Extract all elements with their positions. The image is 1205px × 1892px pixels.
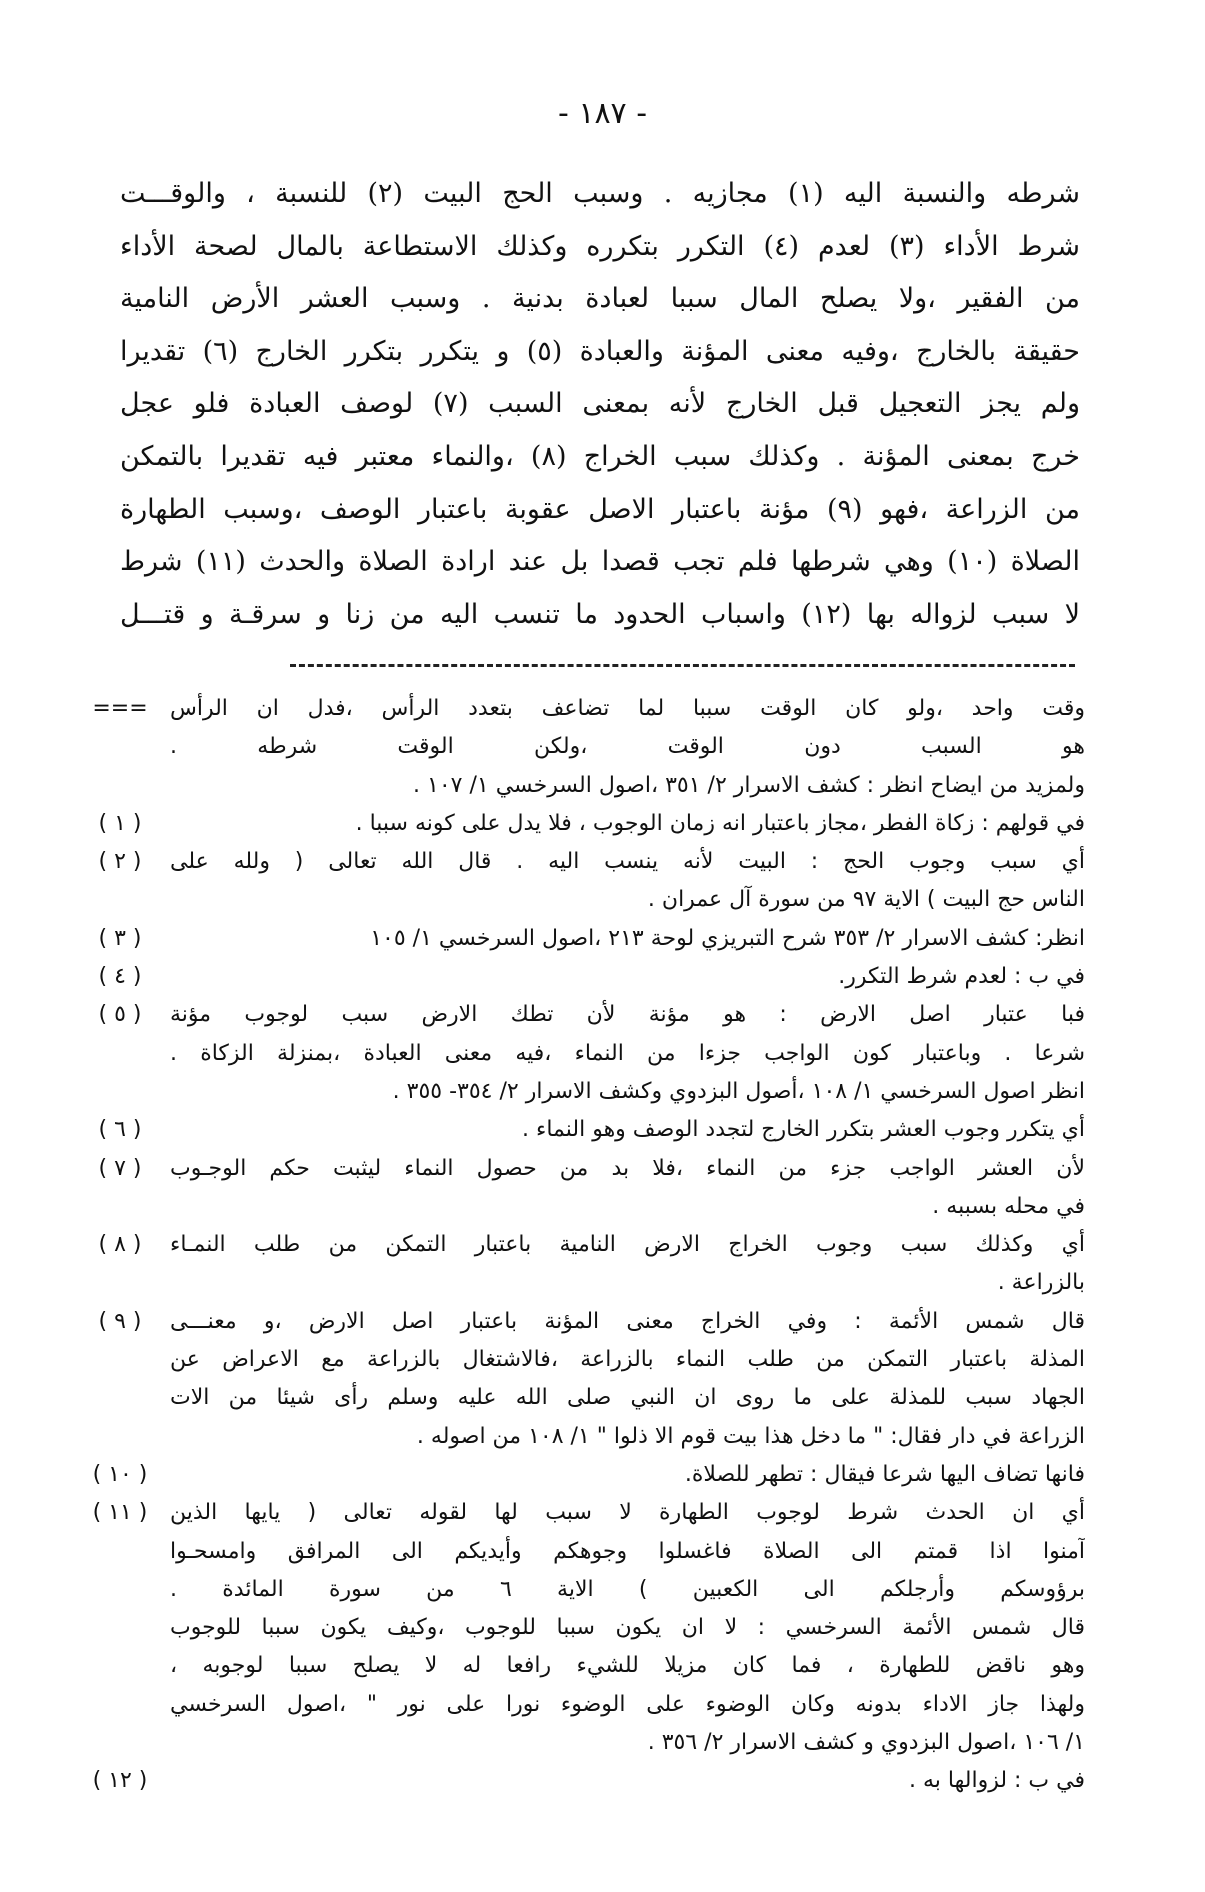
footnote-number: ( ١١ ) [92, 1500, 148, 1526]
footnote-line: ولمزيد من ايضاح انظر : كشف الاسرار ٢/ ٣٥١ ،اصول السرخسي ١/ ١٠٧ . [413, 772, 1085, 798]
footnote-line: الناس حج البيت ) الاية ٩٧ من سورة آل عمران . [647, 887, 1085, 913]
footnote-number: ( ٦ ) [98, 1117, 142, 1143]
footnote [70, 1303, 1085, 1456]
footnote-line: قال شمس الأئمة السرخسي : لا ان يكون سببا للوجوب ،وكيف يكون سببا للوجوب [170, 1615, 1085, 1641]
footnote-line: آمنوا اذا قمتم الى الصلاة فاغسلوا وجوهكم وأيديكم الى المرافق وامسحـوا [170, 1538, 1085, 1564]
footnote-line: ولهذا جاز الاداء بدونه وكان الوضوء على الوضوء نورا على نور " ،اصول السرخسي [170, 1691, 1085, 1717]
footnote-number: ( ٣ ) [98, 925, 142, 951]
footnote-line: الزراعة في دار فقال: " ما دخل هذا بيت قوم الا ذلوا " ١/ ١٠٨ من اصوله . [416, 1423, 1085, 1449]
footnote [70, 996, 1085, 1111]
footnote-line: في محله بسببه . [932, 1193, 1085, 1219]
footnote-number: ( ١٢ ) [92, 1768, 148, 1794]
footnote-line: الجهاد سبب للمذلة على ما روى ان النبي صلى الله عليه وسلم رأى شيئا من الات [170, 1385, 1085, 1411]
footnote-line: برؤوسكم وأرجلكم الى الكعبين ) الاية ٦ من سورة المائدة . [170, 1576, 1085, 1602]
footnote [70, 1456, 1085, 1494]
footnote-line: أي سبب وجوب الحج : البيت لأنه ينسب اليه . قال الله تعالى ( ولله على [170, 849, 1085, 875]
body-line: حقيقة بالخارج ،وفيه معنى المؤنة والعبادة (٥) و يتكرر بتكرر الخارج (٦) تقديرا [120, 335, 1080, 367]
body-line: من الفقير ،ولا يصلح المال سببا لعبادة بدنية . وسبب العشر الأرض النامية [120, 283, 1080, 315]
footnote [70, 1111, 1085, 1149]
footnote-line: فانها تضاف اليها شرعا فيقال : تطهر للصلاة. [684, 1461, 1085, 1487]
footnote-body [170, 1226, 1085, 1303]
footnote-number: ( ١٠ ) [92, 1461, 148, 1487]
footnote-line: في ب : لعدم شرط التكرر. [838, 964, 1085, 990]
footnote-body [170, 1150, 1085, 1227]
footnote-body [170, 690, 1085, 805]
main-body-text [120, 168, 1080, 641]
body-line: خرج بمعنى المؤنة . وكذلك سبب الخراج (٨) ،والنماء معتبر فيه تقديرا بالتمكن [120, 440, 1080, 472]
footnote-body [170, 805, 1085, 843]
footnote-body [170, 1303, 1085, 1456]
footnote-line: في ب : لزوالها به . [909, 1768, 1085, 1794]
footnote-line: شرعا . وباعتبار كون الواجب جزءا من النماء ،فيه معنى العبادة ،بمنزلة الزكاة . [170, 1040, 1085, 1066]
footnote-body [170, 920, 1085, 958]
footnote-number: ( ٨ ) [98, 1232, 142, 1258]
footnote-body [170, 1111, 1085, 1149]
footnote-line: بالزراعة . [997, 1270, 1085, 1296]
footnote-line: هو السبب دون الوقت ،ولكن الوقت شرطه . [170, 734, 1085, 760]
footnote-line: أي وكذلك سبب وجوب الخراج الارض النامية باعتبار التمكن من طلب النمـاء [170, 1232, 1085, 1258]
footnote-line: قال شمس الأئمة : وفي الخراج معنى المؤنة باعتبار اصل الارض ،و معنـــى [170, 1308, 1085, 1334]
page-number: - ١٨٧ - [557, 96, 648, 131]
footnote-body [170, 1762, 1085, 1800]
footnote-line: أي يتكرر وجوب العشر بتكرر الخارج لتجدد الوصف وهو النماء . [522, 1117, 1085, 1143]
footnote [70, 1226, 1085, 1303]
footnote-number: ( ٤ ) [98, 964, 142, 990]
footnote-line: أي ان الحدث شرط لوجوب الطهارة لا سبب لها لقوله تعالى ( يايها الذين [170, 1500, 1085, 1526]
footnote-body [170, 843, 1085, 920]
body-line: شرطه والنسبة اليه (١) مجازيه . وسبب الحج البيت (٢) للنسبة ، والوقـــت [120, 178, 1080, 209]
footnote-line: فبا عتبار اصل الارض : هو مؤنة لأن تطك الارض سبب لوجوب مؤنة [170, 1002, 1085, 1028]
footnote-line: المذلة باعتبار التمكن من طلب النماء بالزراعة ،فالاشتغال بالزراعة مع الاعراض عن [170, 1347, 1085, 1373]
footnote-divider [290, 664, 1075, 667]
footnote-number: ( ٢ ) [98, 849, 142, 875]
body-line: لا سبب لزواله بها (١٢) واسباب الحدود ما تنسب اليه من زنا و سرقـة و قتـــل [120, 598, 1080, 630]
footnote-number: ( ٩ ) [98, 1308, 142, 1334]
footnote-body [170, 958, 1085, 996]
footnote [70, 843, 1085, 920]
footnote [70, 1150, 1085, 1227]
footnote-body [170, 1494, 1085, 1762]
footnote-line: ١/ ١٠٦ ،اصول البزدوي و كشف الاسرار ٢/ ٣٥٦ . [647, 1730, 1085, 1756]
footnote-line: لأن العشر الواجب جزء من النماء ،فلا بد من حصول النماء ليثبت حكم الوجـوب [170, 1155, 1085, 1181]
footnote-body [170, 996, 1085, 1111]
body-line: الصلاة (١٠) وهي شرطها فلم تجب قصدا بل عند ارادة الصلاة والحدث (١١) شرط [120, 546, 1080, 578]
footnote [70, 1494, 1085, 1762]
footnote-number: ( ٥ ) [98, 1002, 142, 1028]
footnotes-section [70, 690, 1085, 1801]
body-line: شرط الأداء (٣) لعدم (٤) التكرر بتكرره وكذلك الاستطاعة بالمال لصحة الأداء [120, 230, 1080, 262]
footnote-line: وهو ناقض للطهارة ، فما كان مزيلا للشيء رافعا له لا يصلح سببا لوجوبه ، [170, 1653, 1085, 1679]
footnote-line: انظر: كشف الاسرار ٢/ ٣٥٣ شرح التبريزي لوحة ٢١٣ ،اصول السرخسي ١/ ١٠٥ [370, 925, 1085, 951]
footnote [70, 1762, 1085, 1800]
footnote-line: في قولهم : زكاة الفطر ،مجاز باعتبار انه زمان الوجوب ، فلا يدل على كونه سببا . [355, 810, 1085, 836]
footnote-number: ( ١ ) [98, 810, 142, 836]
body-line: ولم يجز التعجيل قبل الخارج لأنه بمعنى السبب (٧) لوصف العبادة فلو عجل [120, 388, 1080, 420]
footnote-body [170, 1456, 1085, 1494]
footnote-line: انظر اصول السرخسي ١/ ١٠٨ ،أصول البزدوي وكشف الاسرار ٢/ ٣٥٤- ٣٥٥ . [392, 1078, 1085, 1104]
footnote [70, 958, 1085, 996]
footnote [70, 920, 1085, 958]
footnote-number: === [92, 696, 148, 721]
body-line: من الزراعة ،فهو (٩) مؤنة باعتبار الاصل عقوبة باعتبار الوصف ،وسبب الطهارة [120, 493, 1080, 525]
footnote [70, 690, 1085, 805]
footnote-line: وقت واحد ،ولو كان الوقت سببا لما تضاعف بتعدد الرأس ،فدل ان الرأس [170, 696, 1085, 721]
footnote [70, 805, 1085, 843]
footnote-number: ( ٧ ) [98, 1155, 142, 1181]
